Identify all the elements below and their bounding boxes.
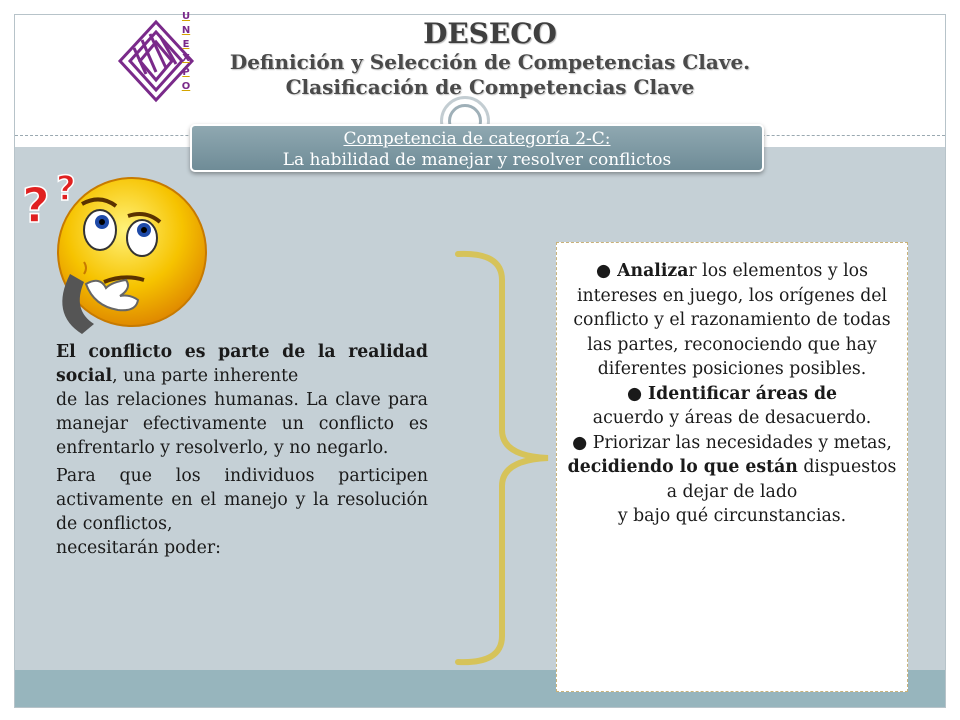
logo-letter: X xyxy=(182,53,190,64)
left-paragraph-1 xyxy=(56,340,428,460)
left-paragraph-1-rest: , una parte inherente xyxy=(112,366,299,386)
category-subtitle: La habilidad de manejar y resolver conflictos xyxy=(282,150,672,170)
left-paragraph-2-continuation: necesitarán poder: xyxy=(56,538,221,558)
skill-item-2-bold: ● Identificar áreas de xyxy=(626,383,838,404)
skill-item-2-text: acuerdo y áreas de desacuerdo. xyxy=(592,408,872,428)
skill-item-3-rest: dispuestos a dejar de lado xyxy=(666,457,897,502)
left-paragraphs xyxy=(56,340,428,564)
skill-item-2 xyxy=(567,382,897,431)
slide-titles xyxy=(200,18,780,100)
logo-letters xyxy=(178,10,194,94)
skill-item-1 xyxy=(567,259,897,382)
skill-item-1-text: r los elementos y los intereses en juego, los orígenes del conflicto y el razonamiento de todas xyxy=(573,261,891,330)
left-paragraph-1-bold: El conflicto es parte de la realidad social xyxy=(56,342,428,386)
logo-letter: O xyxy=(181,81,191,92)
skills-list-box xyxy=(556,242,908,692)
slide-subtitle-line1: Definición y Selección de Competencias Clave. xyxy=(229,50,751,74)
thinking-face-icon xyxy=(20,164,220,344)
category-banner xyxy=(190,124,764,172)
skill-item-1-bold: ● Analiza xyxy=(596,261,689,281)
skill-item-3-continuation: y bajo qué circunstancias. xyxy=(617,506,847,526)
curly-bracket-icon xyxy=(444,240,554,670)
skill-item-3-text: ● Priorizar las necesidades y metas, xyxy=(572,432,892,453)
left-paragraph-1-continuation: de las relaciones humanas. La clave para manejar efectivamente un conflicto es enfrentarlo y resolverlo, y no negarlo. xyxy=(56,390,428,458)
svg-text:?: ? xyxy=(22,178,50,234)
logo-letter: U xyxy=(181,11,191,22)
logo-letter: E xyxy=(182,39,190,50)
category-title: Competencia de categoría 2-C: xyxy=(343,129,611,149)
left-paragraph-2 xyxy=(56,464,428,560)
logo-letter: N xyxy=(181,25,191,36)
slide-subtitle-line2: Clasificación de Competencias Clave xyxy=(285,75,695,99)
slide-title: DESECO xyxy=(423,17,557,50)
logo-letter: P xyxy=(182,67,190,78)
left-paragraph-2-text: Para que los individuos participen activamente en el manejo y la resolución de conflictos, xyxy=(56,466,428,534)
svg-text:?: ? xyxy=(56,169,76,209)
skill-item-3 xyxy=(567,431,897,529)
skill-item-3-bold: decidiendo lo que están xyxy=(567,457,798,477)
skill-item-1-continuation: las partes, reconociendo que hay diferentes posiciones posibles. xyxy=(587,334,877,379)
